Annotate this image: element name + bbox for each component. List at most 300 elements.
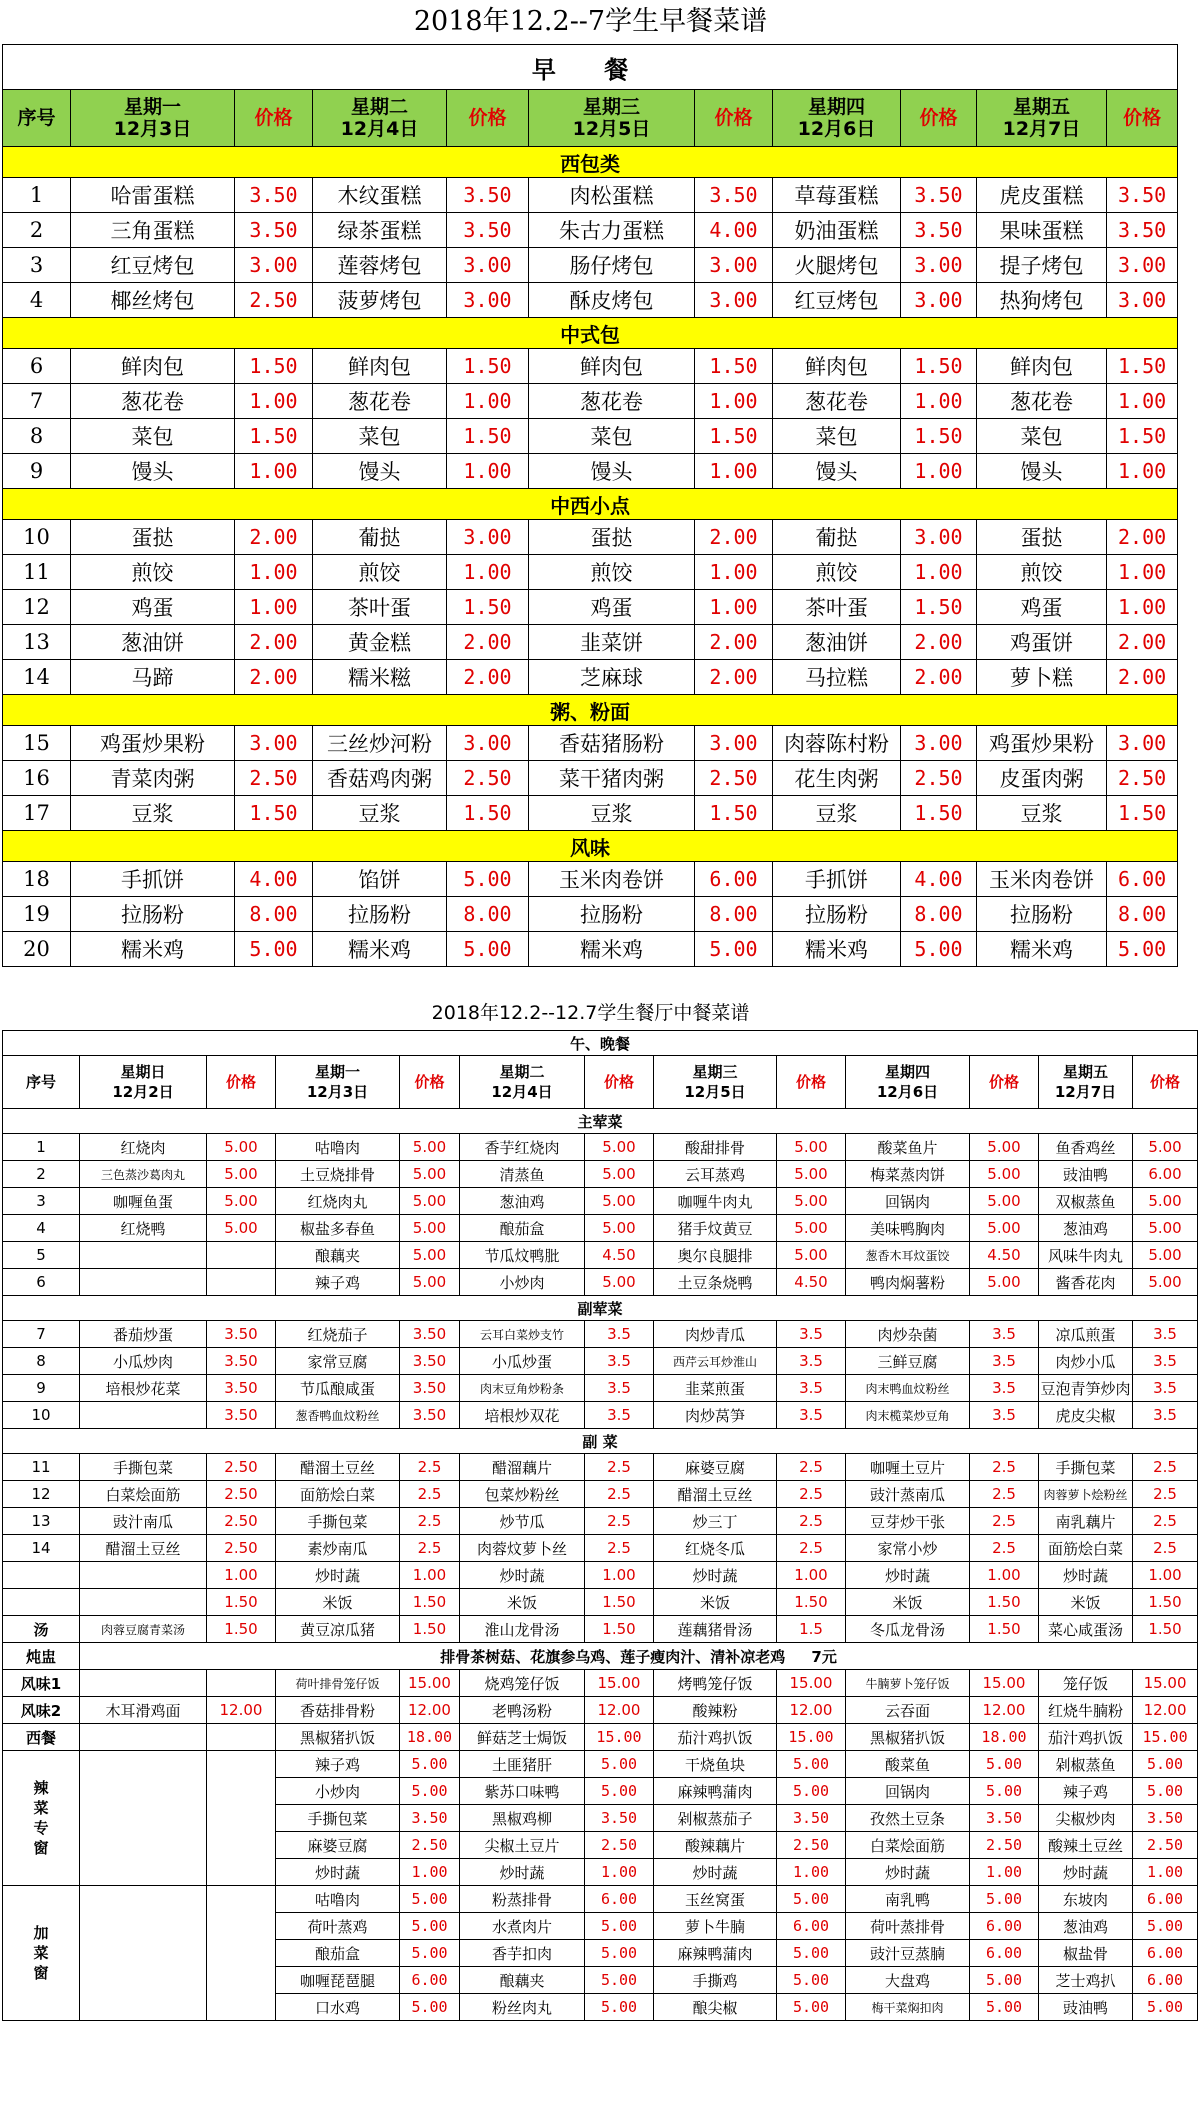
- dish-cell: 小瓜炒肉: [80, 1348, 207, 1375]
- table-row: [3, 213, 1178, 248]
- header-day: 星期一 12月3日: [71, 90, 235, 147]
- row-label: 风味1: [3, 1670, 80, 1697]
- price-cell: 3.5: [970, 1402, 1039, 1429]
- price-cell: 5.00: [400, 1269, 460, 1296]
- section-title: 粥、粉面: [3, 695, 1178, 726]
- dish-cell: 牛腩萝卜笼仔饭: [846, 1670, 970, 1697]
- dish-cell: 西芹云耳炒淮山: [654, 1348, 777, 1375]
- price-cell: 1.50: [901, 419, 977, 454]
- dish-cell: [80, 1562, 207, 1589]
- price-cell: 3.00: [235, 248, 313, 283]
- dish-cell: 手撕鸡: [654, 1967, 777, 1994]
- dish-cell: 拉肠粉: [773, 897, 901, 932]
- price-cell: 4.50: [777, 1269, 846, 1296]
- price-cell: 8.00: [447, 897, 529, 932]
- price-cell: 5.00: [207, 1134, 276, 1161]
- price-cell: 3.5: [1133, 1402, 1198, 1429]
- dish-cell: 蛋挞: [529, 520, 695, 555]
- dish-cell: [80, 1589, 207, 1616]
- dish-cell: 香菇猪肠粉: [529, 726, 695, 761]
- price-cell: 2.50: [235, 761, 313, 796]
- price-cell: 2.00: [901, 625, 977, 660]
- dish-cell: 荷叶蒸鸡: [276, 1913, 400, 1940]
- table-row: [3, 1562, 1198, 1589]
- dish-cell: 玉米肉卷饼: [977, 862, 1107, 897]
- header-price: 价格: [447, 90, 529, 147]
- dish-cell: 米饭: [846, 1589, 970, 1616]
- price-cell: 1.50: [1133, 1616, 1198, 1643]
- dish-cell: 馒头: [71, 454, 235, 489]
- dish-cell: 节瓜炆鸭肶: [460, 1242, 585, 1269]
- dish-cell: 咕噜肉: [276, 1134, 400, 1161]
- dish-cell: 奥尔良腿排: [654, 1242, 777, 1269]
- table-row: [3, 178, 1178, 213]
- price-cell: 3.00: [447, 520, 529, 555]
- dish-cell: 培根炒花菜: [80, 1375, 207, 1402]
- dish-cell: [80, 1402, 207, 1429]
- price-cell: 3.5: [777, 1321, 846, 1348]
- table-row: [3, 1215, 1198, 1242]
- price-cell: 2.50: [235, 283, 313, 318]
- dish-cell: 酿尖椒: [654, 1994, 777, 2021]
- dish-cell: 茄汁鸡扒饭: [1039, 1724, 1133, 1751]
- table-row: [3, 520, 1178, 555]
- price-cell: 3.5: [777, 1348, 846, 1375]
- price-cell: 5.00: [695, 932, 773, 967]
- dish-cell: 红豆烤包: [773, 283, 901, 318]
- dish-cell: 手抓饼: [71, 862, 235, 897]
- price-cell: 3.50: [970, 1805, 1039, 1832]
- price-cell: 3.50: [207, 1402, 276, 1429]
- price-cell: 5.00: [585, 1269, 654, 1296]
- dish-cell: 醋溜土豆丝: [276, 1454, 400, 1481]
- dish-cell: 粉蒸排骨: [460, 1886, 585, 1913]
- price-cell: 1.00: [901, 555, 977, 590]
- dish-cell: 菠萝烤包: [313, 283, 447, 318]
- price-cell: 5.00: [970, 1134, 1039, 1161]
- dish-cell: 咖喱牛肉丸: [654, 1188, 777, 1215]
- lunch-title: 2018年12.2--12.7学生餐厅中餐菜谱: [431, 1002, 750, 1024]
- price-cell: 1.50: [901, 796, 977, 831]
- section-row: [3, 1429, 1198, 1454]
- dish-cell: 糯米鸡: [773, 932, 901, 967]
- dish-cell: 梅菜蒸肉饼: [846, 1161, 970, 1188]
- price-cell: 1.00: [1133, 1562, 1198, 1589]
- price-cell: 1.50: [447, 419, 529, 454]
- dish-cell: 尖椒炒肉: [1039, 1805, 1133, 1832]
- flavor1-row: [3, 1670, 1198, 1697]
- dish-cell: 米饭: [460, 1589, 585, 1616]
- table-row: [3, 1188, 1198, 1215]
- dish-cell: 蛋挞: [977, 520, 1107, 555]
- table-row: [3, 1321, 1198, 1348]
- price-cell: [207, 1242, 276, 1269]
- price-cell: 5.00: [400, 1134, 460, 1161]
- dish-cell: 辣子鸡: [276, 1751, 400, 1778]
- stew-price: 7元: [811, 1647, 837, 1666]
- row-number: 6: [3, 1269, 80, 1296]
- table-row: [3, 932, 1178, 967]
- price-cell: 3.50: [207, 1348, 276, 1375]
- price-cell: 5.00: [970, 1751, 1039, 1778]
- dish-cell: 手撕包菜: [276, 1508, 400, 1535]
- dish-cell: 葱花卷: [977, 384, 1107, 419]
- dish-cell: 豆泡青笋炒肉: [1039, 1375, 1133, 1402]
- price-cell: 5.00: [777, 1134, 846, 1161]
- price-cell: 3.50: [207, 1321, 276, 1348]
- price-cell: 5.00: [777, 1886, 846, 1913]
- dish-cell: 菜包: [71, 419, 235, 454]
- row-number: 3: [3, 248, 71, 283]
- dish-cell: 豆浆: [773, 796, 901, 831]
- dish-cell: 萝卜牛腩: [654, 1913, 777, 1940]
- dish-cell: 酸菜鱼片: [846, 1134, 970, 1161]
- breakfast-menu-table: [2, 44, 1178, 967]
- price-cell: 5.00: [970, 1967, 1039, 1994]
- header-price: 价格: [901, 90, 977, 147]
- price-cell: 2.5: [970, 1481, 1039, 1508]
- flavor2-row: [3, 1697, 1198, 1724]
- dish-cell: 荷叶排骨笼仔饭: [276, 1670, 400, 1697]
- row-number: 19: [3, 897, 71, 932]
- dish-cell: 老鸭汤粉: [460, 1697, 585, 1724]
- price-cell: 5.00: [585, 1778, 654, 1805]
- price-cell: 5.00: [400, 1940, 460, 1967]
- dish-cell: 酿藕夹: [276, 1242, 400, 1269]
- price-cell: 2.5: [1133, 1508, 1198, 1535]
- dish-cell: 口水鸡: [276, 1994, 400, 2021]
- price-cell: 5.00: [970, 1886, 1039, 1913]
- price-cell: 5.00: [970, 1778, 1039, 1805]
- price-cell: 2.5: [777, 1454, 846, 1481]
- dish-cell: 葱香木耳炆蛋饺: [846, 1242, 970, 1269]
- dish-cell: 土豆条烧鸭: [654, 1269, 777, 1296]
- dish-cell: 辣子鸡: [1039, 1778, 1133, 1805]
- dish-cell: 东坡肉: [1039, 1886, 1133, 1913]
- price-cell: 5.00: [777, 1161, 846, 1188]
- price-cell: 15.00: [585, 1670, 654, 1697]
- dish-cell: 炒节瓜: [460, 1508, 585, 1535]
- dish-cell: 红烧冬瓜: [654, 1535, 777, 1562]
- dish-cell: 拉肠粉: [977, 897, 1107, 932]
- price-cell: 3.50: [901, 178, 977, 213]
- price-cell: 1.00: [777, 1859, 846, 1886]
- price-cell: 1.50: [1133, 1589, 1198, 1616]
- lunch-menu-table: [2, 1030, 1198, 2021]
- row-number: 8: [3, 1348, 80, 1375]
- dish-cell: 培根炒双花: [460, 1402, 585, 1429]
- price-cell: 15.00: [1133, 1670, 1198, 1697]
- price-cell: 5.00: [777, 1751, 846, 1778]
- table-row: [3, 419, 1178, 454]
- price-cell: 15.00: [970, 1670, 1039, 1697]
- header-price: 价格: [235, 90, 313, 147]
- dish-cell: 炒时蔬: [276, 1562, 400, 1589]
- row-label: 汤: [3, 1616, 80, 1643]
- dish-cell: 麻婆豆腐: [276, 1832, 400, 1859]
- price-cell: 1.00: [400, 1562, 460, 1589]
- dish-cell: 肉蓉炆萝卜丝: [460, 1535, 585, 1562]
- price-cell: 3.5: [777, 1402, 846, 1429]
- price-cell: 1.00: [447, 555, 529, 590]
- price-cell: 5.00: [585, 1940, 654, 1967]
- price-cell: 3.50: [695, 178, 773, 213]
- price-cell: 2.5: [970, 1508, 1039, 1535]
- price-cell: 8.00: [695, 897, 773, 932]
- dish-cell: 红烧鸭: [80, 1215, 207, 1242]
- price-cell: 1.00: [901, 454, 977, 489]
- header-no: 序号: [3, 1056, 80, 1109]
- dish-cell: 大盘鸡: [846, 1967, 970, 1994]
- price-cell: 5.00: [235, 932, 313, 967]
- price-cell: 5.00: [777, 1994, 846, 2021]
- dish-cell: 咖喱土豆片: [846, 1454, 970, 1481]
- dish-cell: 面筋烩白菜: [1039, 1535, 1133, 1562]
- price-cell: 5.00: [585, 1215, 654, 1242]
- dish-cell: 回锅肉: [846, 1188, 970, 1215]
- dish-cell: 肠仔烤包: [529, 248, 695, 283]
- price-cell: 2.5: [777, 1481, 846, 1508]
- dish-cell: 清蒸鱼: [460, 1161, 585, 1188]
- price-cell: 3.50: [447, 213, 529, 248]
- empty-cell: [207, 1751, 276, 1886]
- price-cell: 2.50: [585, 1832, 654, 1859]
- price-cell: 3.5: [970, 1375, 1039, 1402]
- price-cell: 8.00: [235, 897, 313, 932]
- stew-text: 排骨茶树菇、花旗参乌鸡、莲子瘦肉汁、清补凉老鸡: [440, 1647, 786, 1666]
- dish-cell: 馅饼: [313, 862, 447, 897]
- price-cell: 1.50: [447, 590, 529, 625]
- price-cell: 15.00: [777, 1670, 846, 1697]
- dish-cell: 鸡蛋: [71, 590, 235, 625]
- price-cell: 1.00: [901, 384, 977, 419]
- row-number: 5: [3, 1242, 80, 1269]
- table-row: [3, 590, 1178, 625]
- row-number: 20: [3, 932, 71, 967]
- table-row: [3, 1348, 1198, 1375]
- price-cell: 1.50: [447, 796, 529, 831]
- price-cell: 5.00: [400, 1913, 460, 1940]
- price-cell: 2.50: [1107, 761, 1178, 796]
- header-day: 星期二 12月4日: [313, 90, 447, 147]
- price-cell: 2.5: [777, 1535, 846, 1562]
- dish-cell: 菜包: [529, 419, 695, 454]
- price-cell: 3.00: [1107, 248, 1178, 283]
- dish-cell: 鸡蛋: [529, 590, 695, 625]
- dish-cell: 葱油饼: [773, 625, 901, 660]
- dish-cell: 炒三丁: [654, 1508, 777, 1535]
- price-cell: 2.50: [207, 1508, 276, 1535]
- row-number: 2: [3, 1161, 80, 1188]
- price-cell: 2.5: [585, 1481, 654, 1508]
- dish-cell: 烧鸡笼仔饭: [460, 1670, 585, 1697]
- price-cell: 12.00: [585, 1697, 654, 1724]
- dish-cell: 麻辣鸭蒲肉: [654, 1778, 777, 1805]
- price-cell: 2.5: [970, 1454, 1039, 1481]
- price-cell: 2.5: [400, 1454, 460, 1481]
- dish-cell: 米饭: [1039, 1589, 1133, 1616]
- price-cell: 3.50: [1107, 178, 1178, 213]
- price-cell: 3.50: [400, 1805, 460, 1832]
- dish-cell: 豉汁蒸南瓜: [846, 1481, 970, 1508]
- dish-cell: 葱花卷: [529, 384, 695, 419]
- row-number: [3, 1562, 80, 1589]
- header-day: 星期四 12月6日: [773, 90, 901, 147]
- price-cell: 1.5: [777, 1616, 846, 1643]
- dish-cell: 葱油鸡: [1039, 1913, 1133, 1940]
- dish-cell: 黄豆凉瓜猪: [276, 1616, 400, 1643]
- price-cell: 2.5: [1133, 1481, 1198, 1508]
- dish-cell: 火腿烤包: [773, 248, 901, 283]
- price-cell: 2.50: [207, 1481, 276, 1508]
- price-cell: 1.00: [695, 555, 773, 590]
- table-row: [3, 660, 1178, 695]
- price-cell: 6.00: [1133, 1940, 1198, 1967]
- price-cell: 3.5: [970, 1321, 1039, 1348]
- section-row: [3, 1109, 1198, 1134]
- price-cell: 5.00: [970, 1215, 1039, 1242]
- price-cell: 1.50: [695, 796, 773, 831]
- dish-cell: 三鲜豆腐: [846, 1348, 970, 1375]
- price-cell: 2.5: [400, 1481, 460, 1508]
- price-cell: 3.50: [901, 213, 977, 248]
- dish-cell: 豉油鸭: [1039, 1161, 1133, 1188]
- banner-row: [3, 1031, 1198, 1056]
- price-cell: 1.00: [400, 1859, 460, 1886]
- section-title: 副荤菜: [3, 1296, 1198, 1321]
- price-cell: 5.00: [400, 1778, 460, 1805]
- dish-cell: 酿茄盒: [276, 1940, 400, 1967]
- dish-cell: 糯米鸡: [71, 932, 235, 967]
- price-cell: 5.00: [585, 1994, 654, 2021]
- price-cell: 3.50: [447, 178, 529, 213]
- dish-cell: 肉蓉陈村粉: [773, 726, 901, 761]
- price-cell: [207, 1670, 276, 1697]
- empty-cell: [207, 1724, 276, 1751]
- price-cell: 15.00: [777, 1724, 846, 1751]
- price-cell: 5.00: [970, 1994, 1039, 2021]
- price-cell: 3.00: [695, 283, 773, 318]
- price-cell: 3.50: [400, 1375, 460, 1402]
- dish-cell: 回锅肉: [846, 1778, 970, 1805]
- dish-cell: 馒头: [313, 454, 447, 489]
- price-cell: 5.00: [585, 1913, 654, 1940]
- dish-cell: 三丝炒河粉: [313, 726, 447, 761]
- dish-cell: 黑椒猪扒饭: [846, 1724, 970, 1751]
- row-number: 13: [3, 1508, 80, 1535]
- price-cell: 6.00: [970, 1913, 1039, 1940]
- price-cell: 1.00: [235, 590, 313, 625]
- price-cell: 5.00: [777, 1188, 846, 1215]
- dish-cell: 双椒蒸鱼: [1039, 1188, 1133, 1215]
- row-number: 7: [3, 1321, 80, 1348]
- dish-cell: 辣子鸡: [276, 1269, 400, 1296]
- table-row: [3, 761, 1178, 796]
- dish-cell: 番茄炒蛋: [80, 1321, 207, 1348]
- dish-cell: 豆浆: [529, 796, 695, 831]
- table-row: [3, 796, 1178, 831]
- price-cell: 6.00: [777, 1913, 846, 1940]
- dish-cell: 菜包: [977, 419, 1107, 454]
- dish-cell: 鲜肉包: [977, 349, 1107, 384]
- dish-cell: 黄金糕: [313, 625, 447, 660]
- dish-cell: 香芋扣肉: [460, 1940, 585, 1967]
- price-cell: 1.00: [235, 454, 313, 489]
- table-row: [3, 726, 1178, 761]
- dish-cell: 咖喱琵琶腿: [276, 1967, 400, 1994]
- dish-cell: 鸡蛋炒果粉: [977, 726, 1107, 761]
- dish-cell: 拉肠粉: [529, 897, 695, 932]
- dish-cell: 土匪猪肝: [460, 1751, 585, 1778]
- row-number: 9: [3, 1375, 80, 1402]
- price-cell: 6.00: [695, 862, 773, 897]
- dish-cell: 三色蒸沙葛肉丸: [80, 1161, 207, 1188]
- dish-cell: 肉末鸭血炆粉丝: [846, 1375, 970, 1402]
- table-row: [3, 1269, 1198, 1296]
- price-cell: 4.00: [901, 862, 977, 897]
- dish-cell: 云耳白菜炒支竹: [460, 1321, 585, 1348]
- row-number: 4: [3, 283, 71, 318]
- dish-cell: 家常小炒: [846, 1535, 970, 1562]
- dish-cell: 白菜烩面筋: [846, 1832, 970, 1859]
- price-cell: 3.5: [585, 1348, 654, 1375]
- table-row: [3, 1535, 1198, 1562]
- dish-cell: 猪手炆黄豆: [654, 1215, 777, 1242]
- price-cell: 5.00: [1133, 1994, 1198, 2021]
- price-cell: 1.50: [695, 419, 773, 454]
- price-cell: 5.00: [1133, 1242, 1198, 1269]
- row-label: 西餐: [3, 1724, 80, 1751]
- dish-cell: 肉炒小瓜: [1039, 1348, 1133, 1375]
- price-cell: 2.00: [447, 625, 529, 660]
- price-cell: 4.50: [585, 1242, 654, 1269]
- row-label: 风味2: [3, 1697, 80, 1724]
- row-number: 1: [3, 178, 71, 213]
- dish-cell: 奶油蛋糕: [773, 213, 901, 248]
- price-cell: 2.5: [1133, 1535, 1198, 1562]
- price-cell: 5.00: [207, 1188, 276, 1215]
- price-cell: 1.50: [1107, 796, 1178, 831]
- dish-cell: 酸辣粉: [654, 1697, 777, 1724]
- price-cell: 3.50: [585, 1805, 654, 1832]
- dish-cell: 香菇排骨粉: [276, 1697, 400, 1724]
- dish-cell: 椒盐多春鱼: [276, 1215, 400, 1242]
- table-row: [3, 1508, 1198, 1535]
- dish-cell: 水煮肉片: [460, 1913, 585, 1940]
- dish-cell: 葱花卷: [313, 384, 447, 419]
- header-day: 星期五 12月7日: [1039, 1056, 1133, 1109]
- price-cell: 3.50: [1107, 213, 1178, 248]
- row-number: 10: [3, 1402, 80, 1429]
- dish-cell: 玉丝窝蛋: [654, 1886, 777, 1913]
- dish-cell: 手撕包菜: [80, 1454, 207, 1481]
- dish-cell: 红烧肉丸: [276, 1188, 400, 1215]
- price-cell: 2.00: [235, 625, 313, 660]
- dish-cell: 鸡蛋炒果粉: [71, 726, 235, 761]
- table-row: [3, 1161, 1198, 1188]
- dish-cell: 凉瓜煎蛋: [1039, 1321, 1133, 1348]
- table-row: [3, 625, 1178, 660]
- header-day: 星期日 12月2日: [80, 1056, 207, 1109]
- price-cell: 2.5: [400, 1535, 460, 1562]
- dish-cell: 鸭肉焖薯粉: [846, 1269, 970, 1296]
- dish-cell: 黑椒鸡柳: [460, 1805, 585, 1832]
- dish-cell: 剁椒蒸鱼: [1039, 1751, 1133, 1778]
- price-cell: 5.00: [447, 932, 529, 967]
- row-number: 8: [3, 419, 71, 454]
- dish-cell: 豆浆: [313, 796, 447, 831]
- dish-cell: 葡挞: [313, 520, 447, 555]
